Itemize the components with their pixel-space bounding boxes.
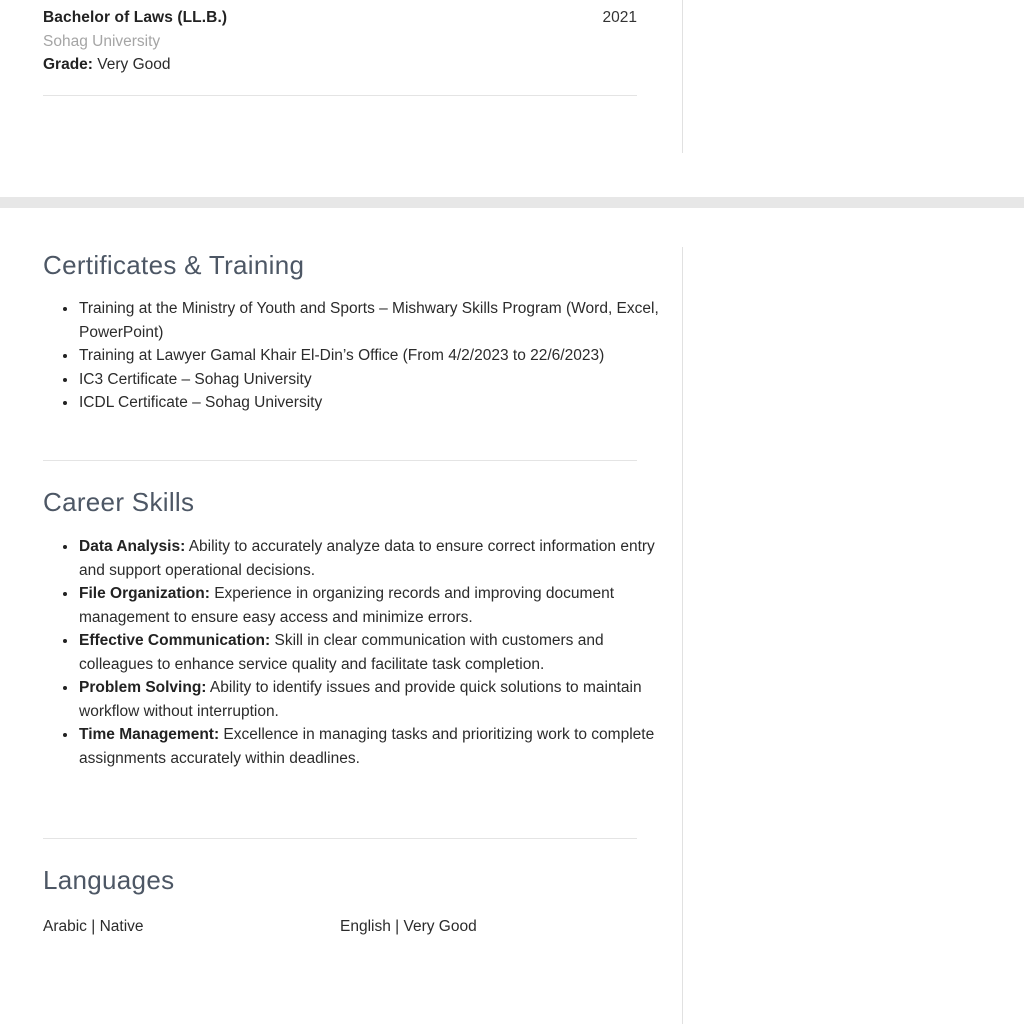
degree-title: Bachelor of Laws (LL.B.)	[43, 9, 228, 26]
skill-text: Experience in organizing records and improving document management to ensure easy access and minimize errors.	[79, 585, 614, 626]
grade-line	[43, 53, 171, 76]
column-divider	[682, 247, 683, 1024]
grade-value: Very Good	[97, 56, 171, 73]
skill-label: Data Analysis:	[79, 538, 186, 555]
career-skills-list	[43, 535, 674, 770]
skill-item	[78, 582, 674, 629]
resume-page-main	[0, 208, 1024, 1024]
skill-text: Skill in clear communication with customers and colleagues to enhance service quality and facilitate task completion.	[79, 632, 604, 673]
skill-item	[78, 676, 674, 723]
language-item: English | Very Good	[340, 918, 477, 935]
skill-item	[78, 629, 674, 676]
skill-text: Excellence in managing tasks and prioritizing work to complete assignments accurately within deadlines.	[79, 726, 655, 767]
certificate-item: • IC3 Certificate – Sohag University	[78, 368, 674, 392]
certificates-heading: Certificates & Training	[43, 250, 305, 280]
skill-label: File Organization:	[79, 585, 210, 602]
skill-text: Ability to accurately analyze data to ensure correct information entry and support operational decisions.	[79, 538, 655, 579]
certificate-item: • Training at Lawyer Gamal Khair El-Din’s Office (From 4/2/2023 to 22/6/2023)	[78, 344, 674, 368]
education-entry-header	[43, 6, 637, 29]
skill-item	[78, 723, 674, 770]
languages-heading: Languages	[43, 865, 175, 895]
languages-row	[43, 915, 637, 938]
certificate-item: • ICDL Certificate – Sohag University	[78, 391, 674, 415]
section-divider	[43, 95, 637, 96]
skill-label: Effective Communication:	[79, 632, 271, 649]
skill-item	[78, 535, 674, 582]
section-divider	[43, 838, 637, 839]
certificate-item: • Training at the Ministry of Youth and Sports – Mishwary Skills Program (Word, Excel, PowerPoint)	[78, 297, 674, 344]
institution-name: Sohag University	[43, 33, 161, 50]
skill-label: Time Management:	[79, 726, 220, 743]
column-divider	[682, 0, 683, 153]
degree-year: 2021	[602, 9, 637, 26]
career-skills-heading: Career Skills	[43, 487, 195, 517]
skill-text: Ability to identify issues and provide quick solutions to maintain workflow without interruption.	[79, 679, 642, 720]
section-divider	[43, 460, 637, 461]
certificates-list	[43, 297, 674, 415]
language-item: Arabic | Native	[43, 918, 144, 935]
page-break-band	[0, 197, 1024, 208]
resume-page-top-fragment	[0, 0, 1024, 197]
grade-label: Grade:	[43, 56, 93, 73]
skill-label: Problem Solving:	[79, 679, 207, 696]
